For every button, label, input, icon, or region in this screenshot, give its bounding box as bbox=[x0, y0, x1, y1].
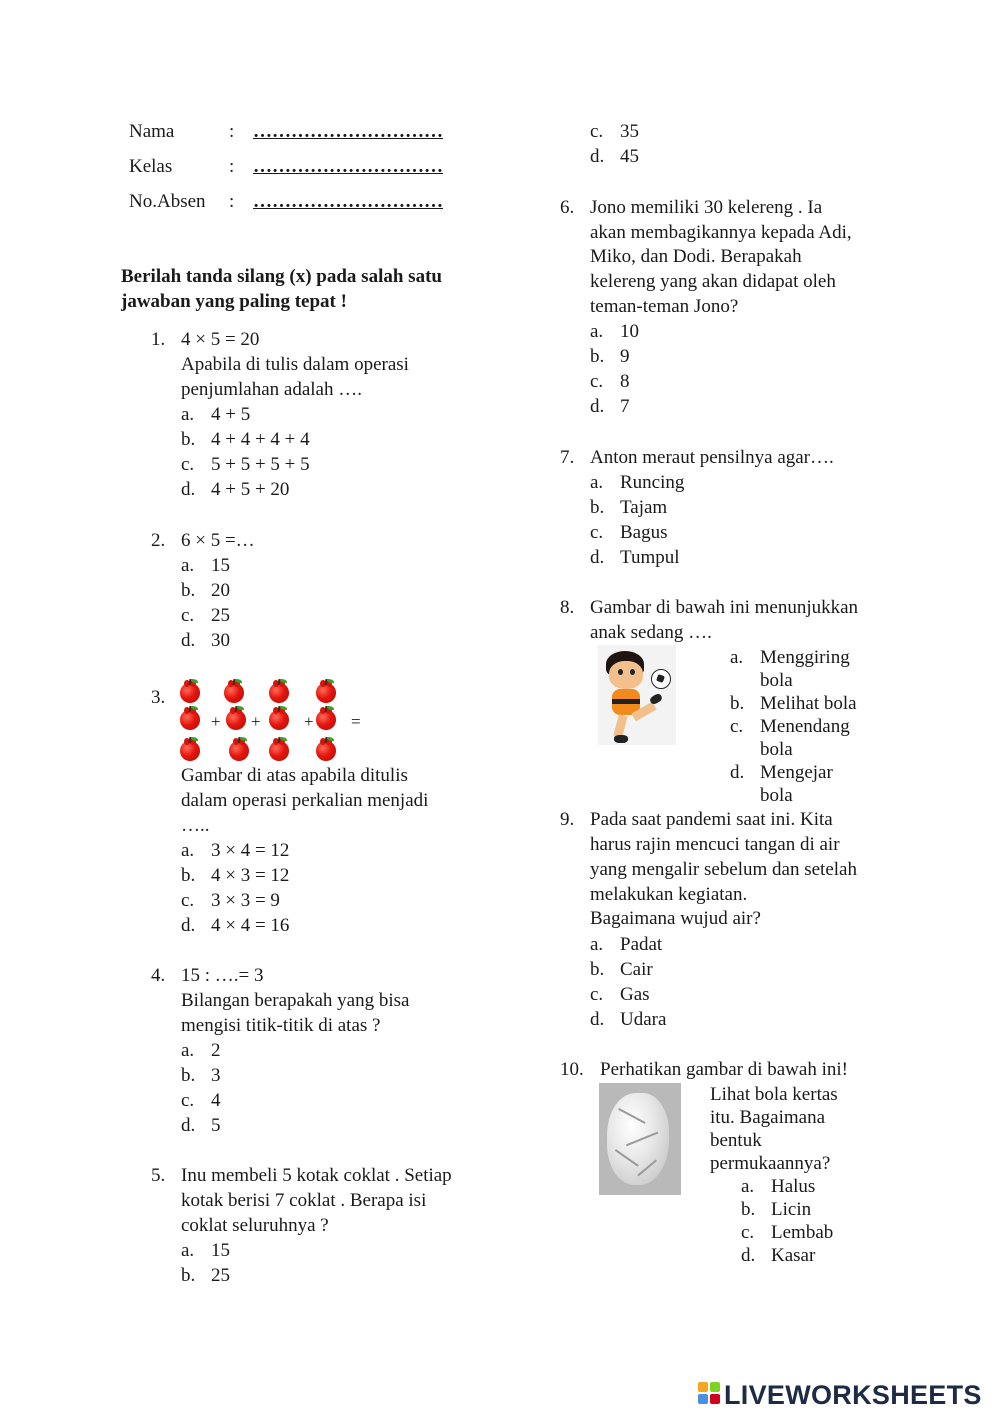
option-letter[interactable]: a. bbox=[181, 404, 195, 425]
option-letter[interactable]: d. bbox=[590, 547, 605, 568]
name-field[interactable]: ………………………… bbox=[253, 121, 443, 142]
option-text[interactable]: Cair bbox=[620, 959, 653, 980]
option-text[interactable]: Mengejar bbox=[760, 762, 833, 783]
question-text: Bagaimana wujud air? bbox=[590, 908, 761, 929]
option-letter[interactable]: c. bbox=[741, 1222, 755, 1243]
option-text[interactable]: 5 bbox=[211, 1115, 221, 1136]
option-letter[interactable]: d. bbox=[741, 1245, 756, 1266]
option-text[interactable]: 25 bbox=[211, 605, 230, 626]
option-letter[interactable]: d. bbox=[181, 479, 196, 500]
option-text[interactable]: 3 × 3 = 9 bbox=[211, 890, 280, 911]
option-text[interactable]: 4 × 3 = 12 bbox=[211, 865, 290, 886]
question-text: yang mengalir sebelum dan setelah bbox=[590, 859, 857, 880]
question-text: Jono memiliki 30 kelereng . Ia bbox=[590, 197, 823, 218]
option-letter[interactable]: c. bbox=[181, 890, 195, 911]
crumpled-paper-ball-image bbox=[599, 1083, 681, 1195]
apple-icon bbox=[268, 737, 290, 761]
class-separator: : bbox=[229, 156, 235, 177]
absen-separator: : bbox=[229, 191, 235, 212]
option-letter[interactable]: b. bbox=[181, 580, 196, 601]
option-letter[interactable]: d. bbox=[730, 762, 745, 783]
option-letter[interactable]: a. bbox=[741, 1176, 755, 1197]
question-text: ….. bbox=[181, 815, 210, 836]
apple-icon bbox=[179, 737, 201, 761]
option-text[interactable]: 5 + 5 + 5 + 5 bbox=[211, 454, 310, 475]
option-text[interactable]: bola bbox=[760, 739, 793, 760]
option-letter[interactable]: c. bbox=[590, 984, 604, 1005]
option-letter[interactable]: b. bbox=[181, 1265, 196, 1286]
option-letter[interactable]: c. bbox=[181, 454, 195, 475]
option-text[interactable]: Halus bbox=[771, 1176, 816, 1197]
question-text: 4 × 5 = 20 bbox=[181, 329, 260, 350]
option-letter[interactable]: b. bbox=[741, 1199, 756, 1220]
option-text[interactable]: Kasar bbox=[771, 1245, 816, 1266]
option-text[interactable]: Melihat bola bbox=[760, 693, 857, 714]
option-text[interactable]: 4 + 5 + 20 bbox=[211, 479, 290, 500]
question-number: 5. bbox=[151, 1165, 166, 1186]
option-text[interactable]: Udara bbox=[620, 1009, 667, 1030]
option-letter[interactable]: d. bbox=[181, 1115, 196, 1136]
question-text: Inu membeli 5 kotak coklat . Setiap bbox=[181, 1165, 452, 1186]
question-number: 1. bbox=[151, 329, 166, 350]
question-number: 2. bbox=[151, 530, 166, 551]
question-text: Miko, dan Dodi. Berapakah bbox=[590, 246, 802, 267]
option-text[interactable]: 20 bbox=[211, 580, 230, 601]
question-text: mengisi titik-titik di atas ? bbox=[181, 1015, 381, 1036]
question-text: Anton meraut pensilnya agar…. bbox=[590, 447, 834, 468]
option-letter[interactable]: d. bbox=[590, 396, 605, 417]
option-text[interactable]: Lembab bbox=[771, 1222, 834, 1243]
option-text[interactable]: 35 bbox=[620, 121, 639, 142]
option-letter[interactable]: d. bbox=[181, 915, 196, 936]
question-number: 8. bbox=[560, 597, 575, 618]
option-letter[interactable]: b. bbox=[590, 497, 605, 518]
question-text: Bilangan berapakah yang bisa bbox=[181, 990, 410, 1011]
option-text[interactable]: bola bbox=[760, 670, 793, 691]
apple-icon bbox=[268, 706, 290, 730]
class-label: Kelas bbox=[129, 156, 173, 177]
option-text[interactable]: 7 bbox=[620, 396, 630, 417]
option-letter[interactable]: a. bbox=[590, 321, 604, 342]
question-number: 4. bbox=[151, 965, 166, 986]
equals-sign: = bbox=[351, 712, 361, 731]
option-letter[interactable]: a. bbox=[590, 472, 604, 493]
apple-icon bbox=[315, 679, 337, 703]
option-text[interactable]: 8 bbox=[620, 371, 630, 392]
option-letter[interactable]: a. bbox=[590, 934, 604, 955]
option-letter[interactable]: d. bbox=[181, 630, 196, 651]
option-letter[interactable]: c. bbox=[590, 522, 604, 543]
option-text[interactable]: 30 bbox=[211, 630, 230, 651]
question-text: Lihat bola kertas bbox=[710, 1084, 838, 1105]
option-letter[interactable]: b. bbox=[181, 1065, 196, 1086]
option-letter[interactable]: a. bbox=[730, 647, 744, 668]
option-letter[interactable]: b. bbox=[590, 346, 605, 367]
option-text[interactable]: 45 bbox=[620, 146, 639, 167]
liveworksheets-mark-icon bbox=[698, 1382, 722, 1406]
option-letter[interactable]: b. bbox=[730, 693, 745, 714]
option-letter[interactable]: a. bbox=[181, 1240, 195, 1261]
brand-name: LIVEWORKSHEETS bbox=[724, 1380, 982, 1410]
option-text[interactable]: Bagus bbox=[620, 522, 668, 543]
apple-icon bbox=[315, 737, 337, 761]
apple-icon bbox=[315, 706, 337, 730]
question-text: 15 : ….= 3 bbox=[181, 965, 264, 986]
option-letter[interactable]: d. bbox=[590, 1009, 605, 1030]
option-text[interactable]: Runcing bbox=[620, 472, 685, 493]
option-letter[interactable]: c. bbox=[181, 605, 195, 626]
question-text: Gambar di atas apabila ditulis bbox=[181, 765, 408, 786]
question-text: dalam operasi perkalian menjadi bbox=[181, 790, 429, 811]
apple-icon bbox=[223, 679, 245, 703]
plus-sign: + bbox=[211, 712, 221, 731]
kicking-boy-image bbox=[598, 645, 676, 745]
option-text[interactable]: 15 bbox=[211, 555, 230, 576]
option-letter[interactable]: b. bbox=[181, 865, 196, 886]
question-text: Apabila di tulis dalam operasi bbox=[181, 354, 409, 375]
apple-icon bbox=[179, 706, 201, 730]
question-text: kelereng yang akan didapat oleh bbox=[590, 271, 836, 292]
apple-icon bbox=[228, 737, 250, 761]
question-text: harus rajin mencuci tangan di air bbox=[590, 834, 840, 855]
question-text: melakukan kegiatan. bbox=[590, 884, 748, 905]
question-number: 3. bbox=[151, 687, 166, 708]
option-text[interactable]: Gas bbox=[620, 984, 650, 1005]
question-text: permukaannya? bbox=[710, 1153, 831, 1174]
class-field[interactable]: ………………………… bbox=[253, 156, 443, 177]
option-letter[interactable]: a. bbox=[181, 840, 195, 861]
option-text[interactable]: Menggiring bbox=[760, 647, 850, 668]
question-number: 10. bbox=[560, 1059, 584, 1080]
option-letter[interactable]: a. bbox=[181, 1040, 195, 1061]
question-text: Pada saat pandemi saat ini. Kita bbox=[590, 809, 833, 830]
option-text[interactable]: Licin bbox=[771, 1199, 812, 1220]
apple-icon bbox=[268, 679, 290, 703]
question-text: itu. Bagaimana bbox=[710, 1107, 826, 1128]
question-text: kotak berisi 7 coklat . Berapa isi bbox=[181, 1190, 427, 1211]
question-text: Gambar di bawah ini menunjukkan bbox=[590, 597, 859, 618]
question-text: bentuk bbox=[710, 1130, 762, 1151]
question-number: 6. bbox=[560, 197, 575, 218]
option-text[interactable]: Tumpul bbox=[620, 547, 680, 568]
question-text: 6 × 5 =… bbox=[181, 530, 255, 551]
absen-label: No.Absen bbox=[129, 191, 206, 212]
question-text: akan membagikannya kepada Adi, bbox=[590, 222, 852, 243]
instruction-line-2: jawaban yang paling tepat ! bbox=[121, 291, 347, 312]
question-text: coklat seluruhnya ? bbox=[181, 1215, 329, 1236]
plus-sign: + bbox=[251, 712, 261, 731]
question-text: Perhatikan gambar di bawah ini! bbox=[600, 1059, 848, 1080]
question-number: 7. bbox=[560, 447, 575, 468]
option-text[interactable]: Menendang bbox=[760, 716, 850, 737]
option-text[interactable]: Tajam bbox=[620, 497, 668, 518]
option-letter[interactable]: a. bbox=[181, 555, 195, 576]
option-letter[interactable]: c. bbox=[730, 716, 744, 737]
name-separator: : bbox=[229, 121, 235, 142]
apple-icon bbox=[179, 679, 201, 703]
option-letter[interactable]: d. bbox=[590, 146, 605, 167]
option-text[interactable]: 3 bbox=[211, 1065, 221, 1086]
option-text[interactable]: 4 + 5 bbox=[211, 404, 251, 425]
option-text[interactable]: 2 bbox=[211, 1040, 221, 1061]
instruction-line-1: Berilah tanda silang (x) pada salah satu bbox=[121, 266, 442, 287]
option-text[interactable]: 10 bbox=[620, 321, 639, 342]
option-text[interactable]: 4 × 4 = 16 bbox=[211, 915, 290, 936]
option-letter[interactable]: c. bbox=[590, 371, 604, 392]
option-text[interactable]: bola bbox=[760, 785, 793, 806]
question-text: teman-teman Jono? bbox=[590, 296, 739, 317]
option-text[interactable]: 15 bbox=[211, 1240, 230, 1261]
name-label: Nama bbox=[129, 121, 175, 142]
option-text[interactable]: Padat bbox=[620, 934, 663, 955]
option-text[interactable]: 3 × 4 = 12 bbox=[211, 840, 290, 861]
absen-field[interactable]: ………………………… bbox=[253, 191, 443, 212]
soccer-ball-icon bbox=[651, 669, 671, 689]
option-text[interactable]: 25 bbox=[211, 1265, 230, 1286]
question-text: anak sedang …. bbox=[590, 622, 712, 643]
question-number: 9. bbox=[560, 809, 575, 830]
option-letter[interactable]: c. bbox=[590, 121, 604, 142]
question-text: penjumlahan adalah …. bbox=[181, 379, 362, 400]
option-letter[interactable]: c. bbox=[181, 1090, 195, 1111]
option-text[interactable]: 4 bbox=[211, 1090, 221, 1111]
option-text[interactable]: 4 + 4 + 4 + 4 bbox=[211, 429, 310, 450]
option-letter[interactable]: b. bbox=[181, 429, 196, 450]
option-text[interactable]: 9 bbox=[620, 346, 630, 367]
option-letter[interactable]: b. bbox=[590, 959, 605, 980]
plus-sign: + bbox=[304, 712, 314, 731]
apple-icon bbox=[225, 706, 247, 730]
